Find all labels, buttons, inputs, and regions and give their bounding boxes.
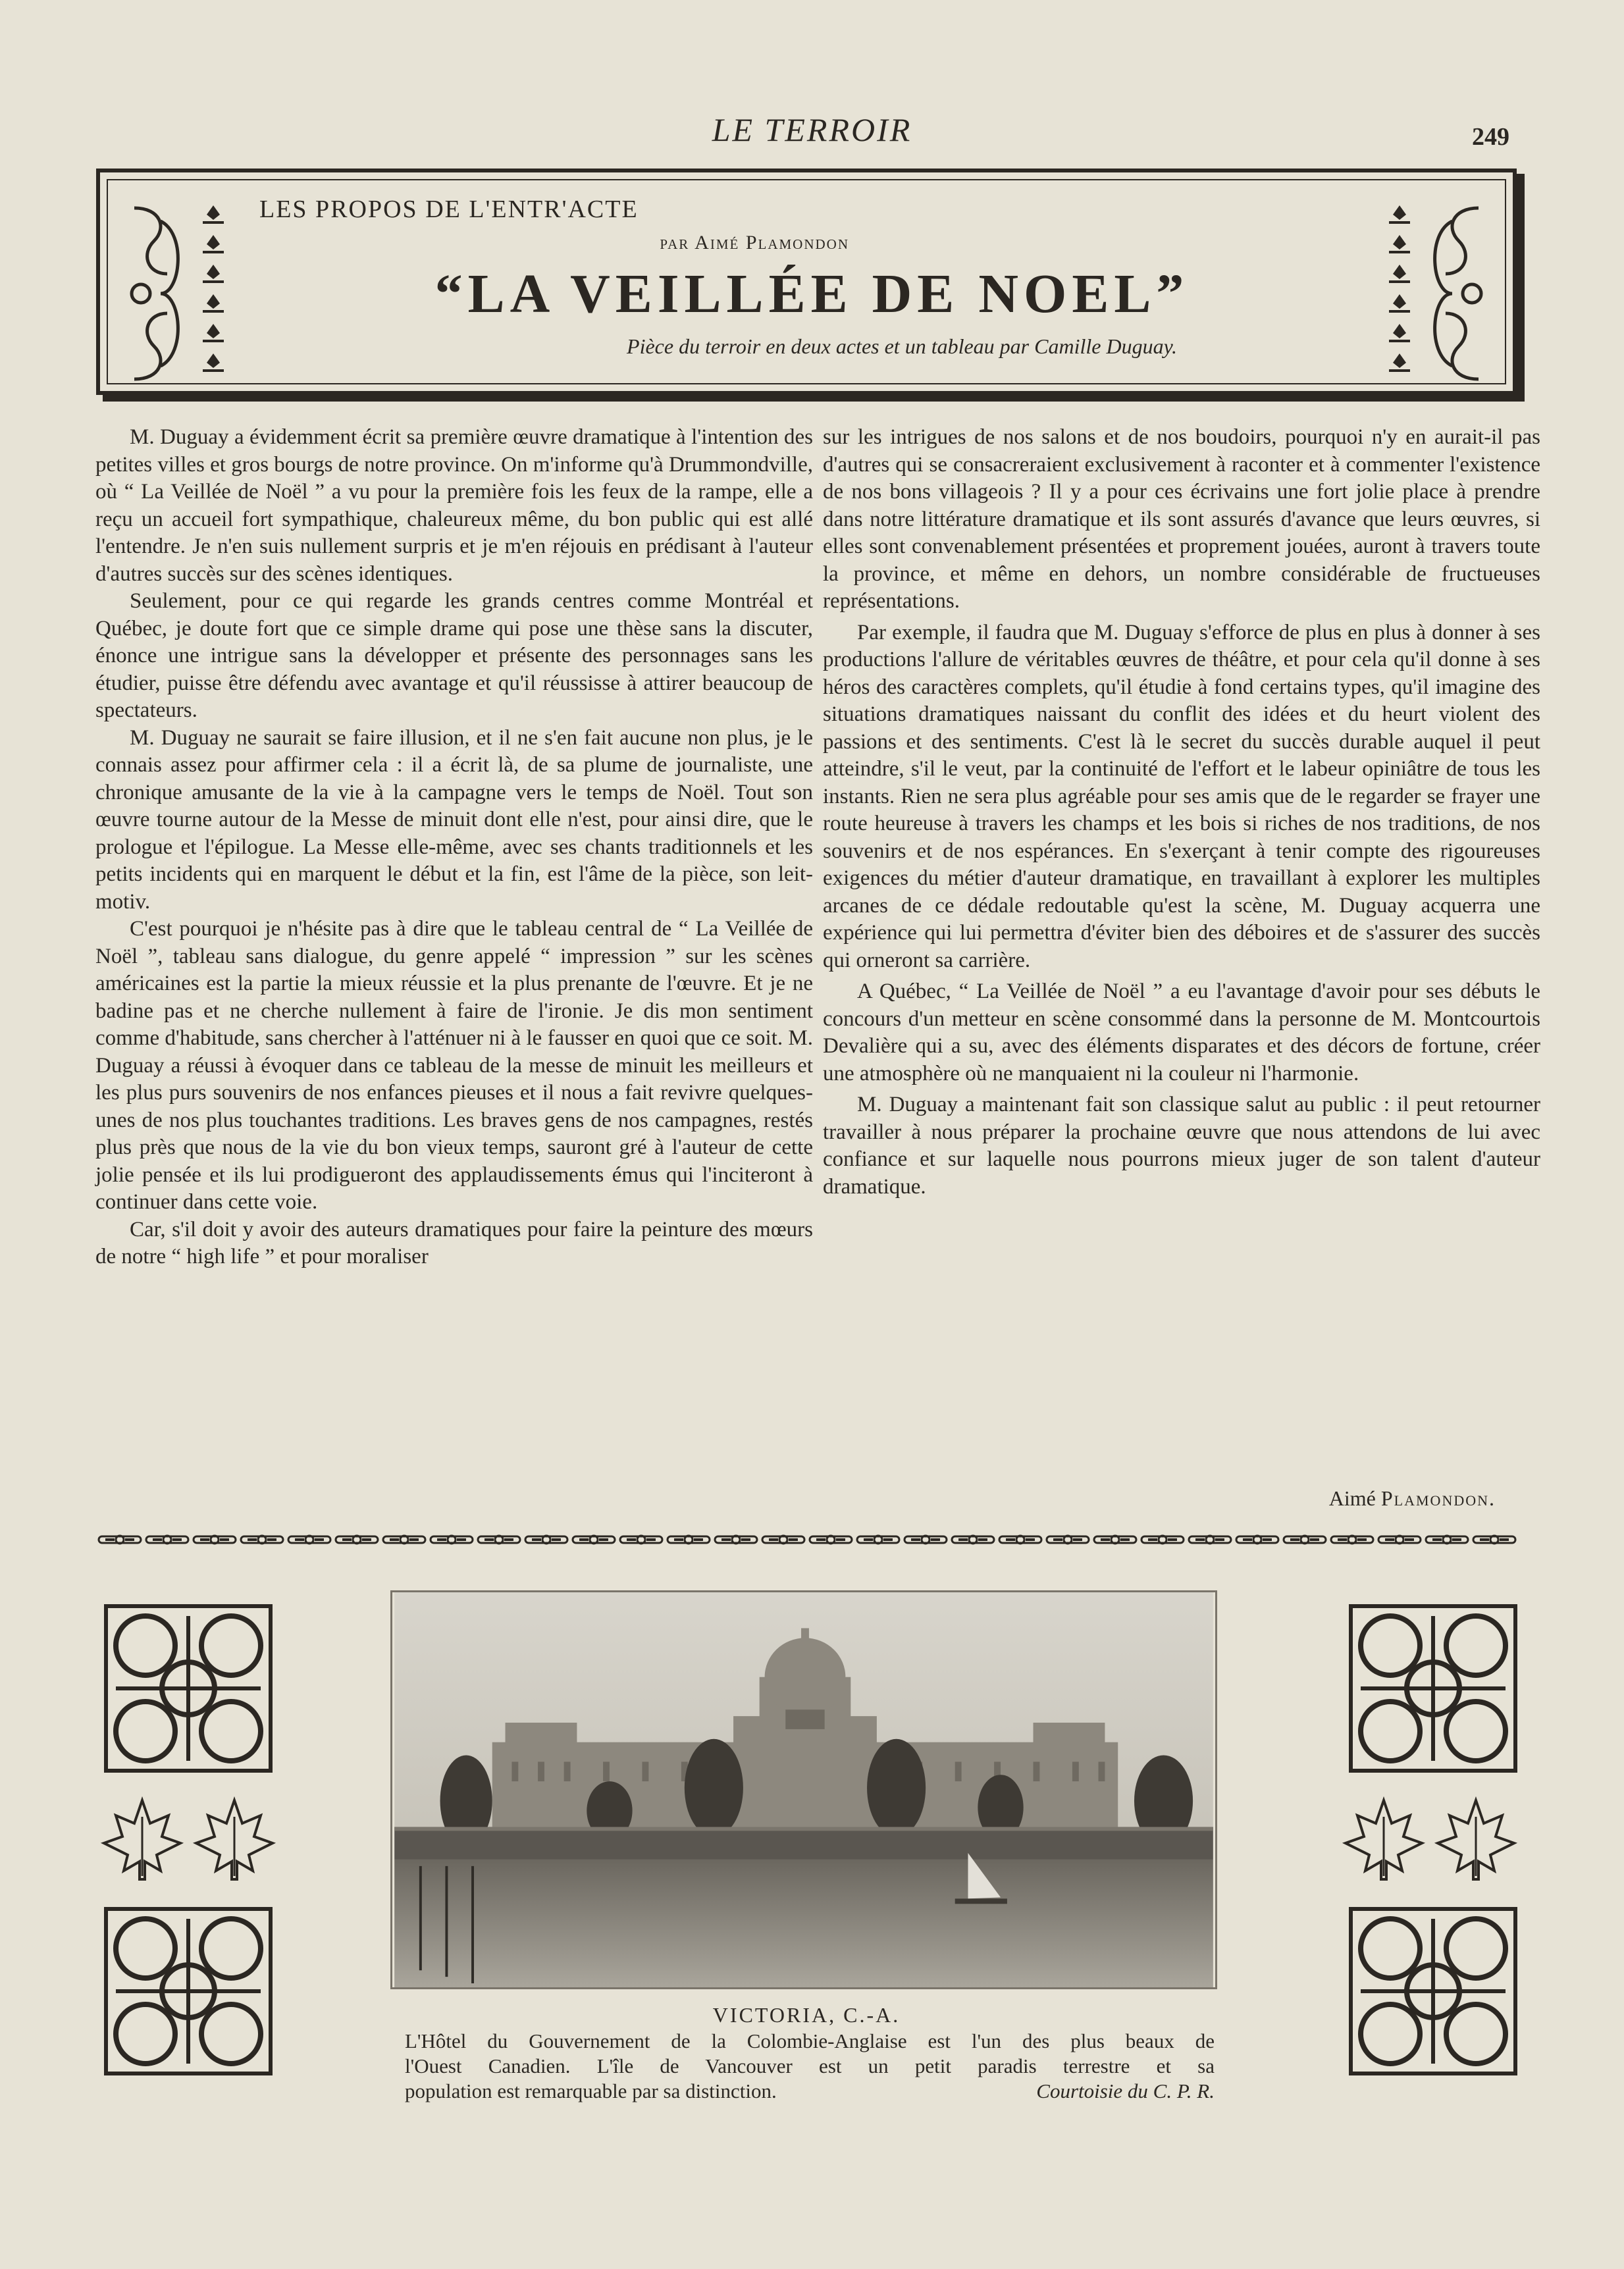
celtic-knot-icon <box>1351 1909 1515 2073</box>
maple-leaf-icon <box>196 1800 273 1879</box>
photo-caption-line: l'Ouest Canadien. L'île de Vancouver est un petit paradis terrestre et sa <box>405 2054 1215 2077</box>
article-paragraph: M. Duguay a maintenant fait son classique salut au public : il peut retourner travailler à nous préparer la prochaine œuvre que nous attendons de lui avec confiance et sur laquelle nous pourrons mieux juger de son talent d'auteur dramatique. <box>823 1093 1540 1199</box>
series-title: LES PROPOS DE L'ENTR'ACTE <box>259 196 639 223</box>
signature-first-name: Aimé <box>1328 1486 1376 1510</box>
running-title: LE TERROIR <box>712 111 912 148</box>
article-signature <box>823 1486 1496 1511</box>
series-author: par Aimé Plamondon <box>660 232 849 253</box>
maple-leaf-icon <box>1346 1800 1422 1879</box>
page-number: 249 <box>1472 123 1509 151</box>
article-right-column <box>823 424 1540 1201</box>
celtic-knot-icon <box>106 1909 271 2073</box>
photo-credit: Courtoisie du C. P. R. <box>1036 2079 1215 2102</box>
celtic-knot-icon <box>1351 1606 1515 1771</box>
article-paragraph: M. Duguay a évidemment écrit sa première œuvre dramatique à l'intention des petites villes et gros bourgs de notre province. On m'informe qu'à Drummondville, où “ La Veillée de Noël ” a vu pour la première fois les feux de la rampe, elle a reçu un accueil fort sympathique, chaleureux même, du bon public qui est allé l'entendre. Je n'en suis nullement surpris et je m'en réjouis en prédisant à l'auteur d'autres succès sur des scènes identiques. <box>95 425 813 586</box>
chain-divider-icon <box>96 1528 1517 1551</box>
photo-caption-title: VICTORIA, C.-A. <box>712 2003 901 2027</box>
maple-leaf-icon <box>104 1800 180 1879</box>
photo-caption-line <box>405 2079 1215 2104</box>
article-left-column <box>95 424 813 1271</box>
victoria-photo <box>390 1590 1217 1989</box>
article-paragraph: C'est pourquoi je n'hésite pas à dire que le tableau central de “ La Veillée de Noël ”, tableau sans dialogue, du genre appelé “ impression ” sur les scènes américaines est la partie la mieux réussie et la plus prenante de l'œuvre. Et je ne badine pas et ne cherche nullement à faire de l'ironie. Je dis mon sentiment comme d'habitude, sans chercher à l'atténuer ni à le fausser en quoi que ce soit. M. Duguay a réussi à évoquer dans ce tableau de la messe de minuit les meilleurs et les plus purs souvenirs de nos enfances pieuses et il nous a fait revivre quelques-unes de nos plus touchantes traditions. Les braves gens de nos campagnes, restés plus près que nous de la vie du bon vieux temps, sauront gré à l'auteur de cette jolie pensée et ils lui prodigueront des applaudissements émus qui l'inciteront à continuer dans cette voie. <box>95 917 813 1214</box>
photo-caption-text: population est remarquable par sa distinction. <box>405 2079 777 2102</box>
play-subtitle: Pièce du terroir en deux actes et un tableau par Camille Duguay. <box>627 334 1177 358</box>
photo-caption-line: L'Hôtel du Gouvernement de la Colombie-Anglaise est l'un des plus beaux de <box>405 2029 1215 2052</box>
signature-last-name: Plamondon. <box>1380 1486 1496 1510</box>
article-paragraph: sur les intrigues de nos salons et de nos boudoirs, pourquoi n'y en aurait-il pas d'autres qui se consacreraient exclusivement à raconter et à commenter l'existence de nos bons villageois ? Il y a pour ces écrivains une fort jolie place à prendre dans notre littérature dramatique et ils sont assurés d'avance que leurs œuvres, si elles sont convenablement présentées et proprement jouées, auront à travers toute la province, et même en dehors, un nombre considérable de fructueuses représentations. <box>823 425 1540 613</box>
article-paragraph: M. Duguay ne saurait se faire illusion, et il ne s'en fait aucune non plus, je le connais assez pour affirmer cela : il a écrit là, de sa plume de journaliste, une chronique amusante de la vie à la campagne vers le temps de Noël. Tout son œuvre tourne autour de la Messe de minuit dont elle n'est, pour ainsi dire, que le prologue et l'épilogue. La Messe elle-même, avec ses chants traditionnels et les petits incidents qui en marquent le début et la fin, est l'âme de la pièce, son leit-motiv. <box>95 725 813 914</box>
maple-leaf-icon <box>1438 1800 1514 1879</box>
article-paragraph: Car, s'il doit y avoir des auteurs dramatiques pour faire la peinture des mœurs de notre “ high life ” et pour moraliser <box>95 1217 813 1268</box>
article-paragraph: Par exemple, il faudra que M. Duguay s'efforce de plus en plus à donner à ses productions l'allure de véritables œuvres de théâtre, et pour cela qu'il donne à ses héros des caractères complets, qu'il étudie à fond certains types, qu'il imagine des situations dramatiques naissant du conflit des idées et du heurt violent des passions et des sentiments. C'est là le secret du succès durable auquel il peut atteindre, s'il le veut, par la continuité de l'effort et le labeur opiniâtre de tous les instants. Rien ne sera plus agréable pour ses amis que de le regarder se frayer une route heureuse à travers les champs et les bois si riches de nos traditions, de nos souvenirs et de nos espérances. En s'exerçant à tenir compte des rigoureuses exigences du métier d'auteur dramatique, en travaillant à explorer les multiples arcanes de ce dédale redoutable qu'est la scène, M. Duguay acquerra une expérience qui lui permettra d'éviter bien des déboires et de s'assurer des succès qui orneront sa carrière. <box>823 620 1540 972</box>
article-paragraph: Seulement, pour ce qui regarde les grands centres comme Montréal et Québec, je doute fort que ce simple drame qui pose une thèse sans la discuter, énonce une intrigue sans la développer et présente des personnages sans les étudier, puisse être défendu avec avantage et qu'il réussisse à attirer beaucoup de spectateurs. <box>95 589 813 722</box>
article-paragraph: A Québec, “ La Veillée de Noël ” a eu l'avantage d'avoir pour ses débuts le concours d'un metteur en scène consommé dans la personne de M. Montcourtois Devalière qui a su, avec des éléments disparates et des décors de fortune, créer une atmosphère où ne manquaient ni la couleur ni l'harmonie. <box>823 979 1540 1085</box>
celtic-knot-icon <box>106 1606 271 1771</box>
play-title: “LA VEILLÉE DE NOEL” <box>434 263 1190 325</box>
